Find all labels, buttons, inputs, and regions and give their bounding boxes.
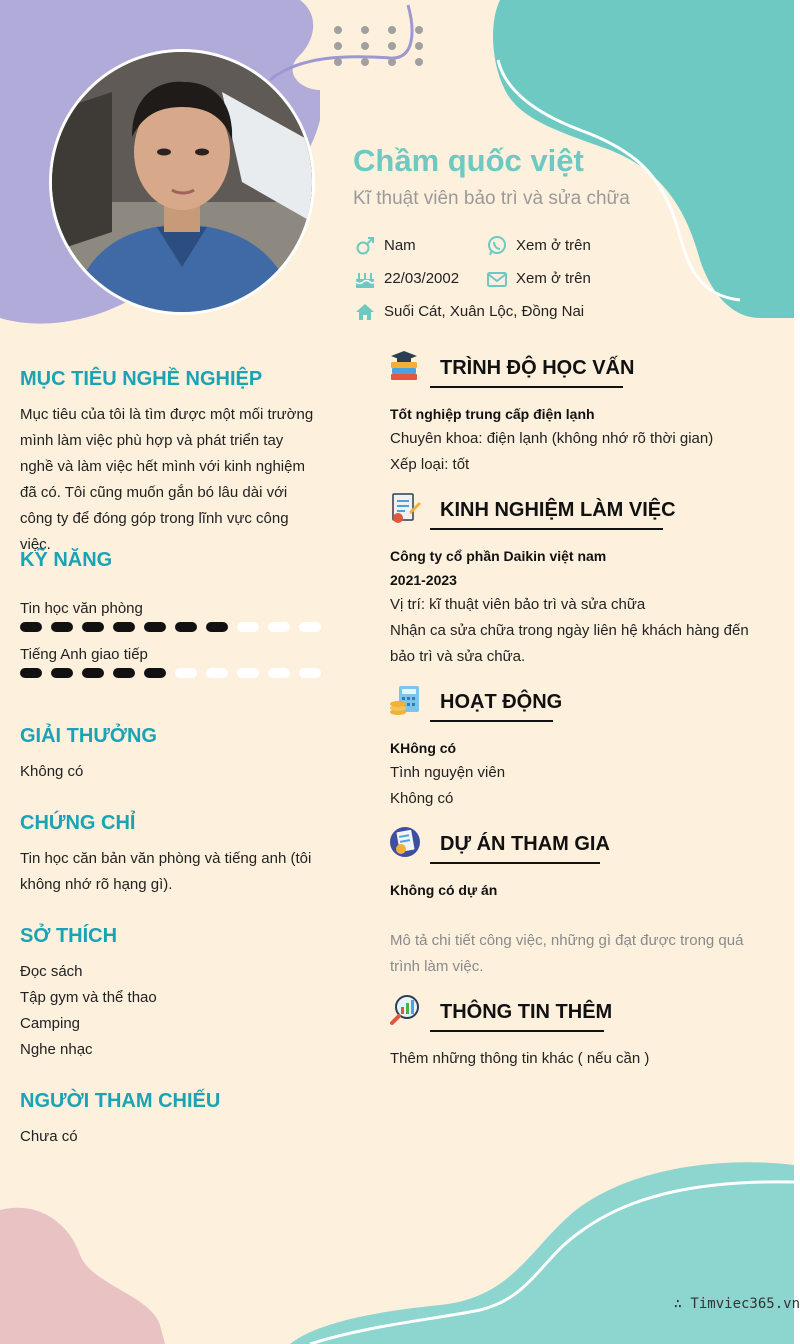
skill-dash-empty <box>237 668 259 678</box>
profile-photo <box>52 52 312 312</box>
education-heading: TRÌNH ĐỘ HỌC VẤN <box>440 357 635 379</box>
skill-dash-empty <box>268 622 290 632</box>
skill-dash-filled <box>51 622 73 632</box>
hobby-item: Đọc sách <box>20 963 83 980</box>
education-major: Chuyên khoa: điện lạnh (không nhớ rõ thời gian) <box>390 430 714 447</box>
project-description: Mô tả chi tiết công việc, những gì đạt được trong quá trình làm việc. <box>390 932 744 975</box>
home-icon <box>353 301 377 323</box>
activities-underline <box>430 720 553 722</box>
experience-period: 2021-2023 <box>390 572 457 588</box>
extra-text: Thêm những thông tin khác ( nếu cần ) <box>390 1050 650 1067</box>
hobby-item: Nghe nhạc <box>20 1041 93 1058</box>
experience-underline <box>430 528 663 530</box>
experience-heading: KINH NGHIỆM LÀM VIỆC <box>440 499 676 521</box>
skill-dash-filled <box>82 622 104 632</box>
work-documents-icon <box>389 492 421 524</box>
cake-icon <box>353 268 377 290</box>
skill-dash-filled <box>175 622 197 632</box>
skill-dash-filled <box>20 622 42 632</box>
objective-text: Mục tiêu của tôi là tìm được một mối trường mình làm việc phù hợp và phát triển tay nghề và làm việc hết mình với kinh nghiệm đã có. Tôi cũng muốn gắn bó lâu dài với công ty để đóng góp trong lĩnh vực công việc. <box>20 406 314 553</box>
birthday-value: 22/03/2002 <box>384 270 460 287</box>
magnifier-chart-icon <box>389 994 421 1026</box>
footer-brand[interactable]: ∴ Timviec365.vn <box>673 1296 800 1312</box>
skill-dash-empty <box>299 622 321 632</box>
projects-underline <box>430 862 600 864</box>
skill-dash-filled <box>206 622 228 632</box>
phone-icon <box>485 235 509 257</box>
activities-role: Tình nguyện viên <box>390 764 506 781</box>
activities-org: KHông có <box>390 740 457 756</box>
candidate-title: Kĩ thuật viên bảo trì và sửa chữa <box>353 188 630 209</box>
address-value: Suối Cát, Xuân Lộc, Đồng Nai <box>384 303 585 320</box>
skill-level-bar <box>20 622 320 634</box>
teal-bottom-blob-decoration <box>280 1160 794 1344</box>
phone-value: Xem ở trên <box>516 237 591 254</box>
experience-company: Công ty cổ phần Daikin việt nam <box>390 548 607 564</box>
experience-description: Nhận ca sửa chữa trong ngày liên hệ khách hàng đến bảo trì và sửa chữa. <box>390 622 749 665</box>
skill-dash-filled <box>82 668 104 678</box>
certificates-heading: CHỨNG CHỈ <box>20 812 136 834</box>
skill-dash-empty <box>268 668 290 678</box>
candidate-name: Chầm quốc việt <box>353 143 584 178</box>
pink-blob-decoration <box>0 1200 170 1344</box>
project-plan-icon <box>389 826 421 858</box>
awards-heading: GIẢI THƯỞNG <box>20 725 157 747</box>
skill-level-bar <box>20 668 320 680</box>
skills-heading: KỸ NĂNG <box>20 549 113 571</box>
gender-icon <box>353 235 377 257</box>
objective-heading: MỤC TIÊU NGHỀ NGHIỆP <box>20 368 263 390</box>
skill-dash-empty <box>206 668 228 678</box>
projects-heading: DỰ ÁN THAM GIA <box>440 833 610 855</box>
dot-grid-decoration <box>330 24 430 70</box>
skill-dash-filled <box>144 668 166 678</box>
awards-text: Không có <box>20 763 84 780</box>
graduation-books-icon <box>389 350 421 382</box>
skill-dash-empty <box>237 622 259 632</box>
extra-heading: THÔNG TIN THÊM <box>440 1001 613 1023</box>
education-school: Tốt nghiệp trung cấp điện lạnh <box>390 406 595 422</box>
skill-dash-filled <box>144 622 166 632</box>
hobbies-heading: SỞ THÍCH <box>20 925 118 947</box>
envelope-icon <box>485 268 509 290</box>
calculator-coins-icon <box>389 684 421 716</box>
skill-dash-filled <box>20 668 42 678</box>
skill-name: Tin học văn phòng <box>20 600 143 617</box>
hobby-item: Tập gym và thể thao <box>20 989 157 1006</box>
project-name: Không có dự án <box>390 882 498 898</box>
skill-dash-empty <box>175 668 197 678</box>
gender-value: Nam <box>384 237 416 254</box>
activities-heading: HOẠT ĐỘNG <box>440 691 563 713</box>
experience-position: Vị trí: kĩ thuật viên bảo trì và sửa chữa <box>390 596 646 613</box>
references-text: Chưa có <box>20 1128 78 1145</box>
certificates-text: Tin học căn bản văn phòng và tiếng anh (tôi không nhớ rõ hạng gì). <box>20 850 312 893</box>
references-heading: NGƯỜI THAM CHIẾU <box>20 1090 221 1112</box>
education-rank: Xếp loại: tốt <box>390 456 470 473</box>
skill-dash-filled <box>113 622 135 632</box>
extra-underline <box>430 1030 604 1032</box>
skill-dash-empty <box>299 668 321 678</box>
hobby-item: Camping <box>20 1015 81 1032</box>
education-underline <box>430 386 623 388</box>
skill-dash-filled <box>113 668 135 678</box>
skill-dash-filled <box>51 668 73 678</box>
skill-name: Tiếng Anh giao tiếp <box>20 646 148 663</box>
activities-detail: Không có <box>390 790 454 807</box>
email-value: Xem ở trên <box>516 270 591 287</box>
